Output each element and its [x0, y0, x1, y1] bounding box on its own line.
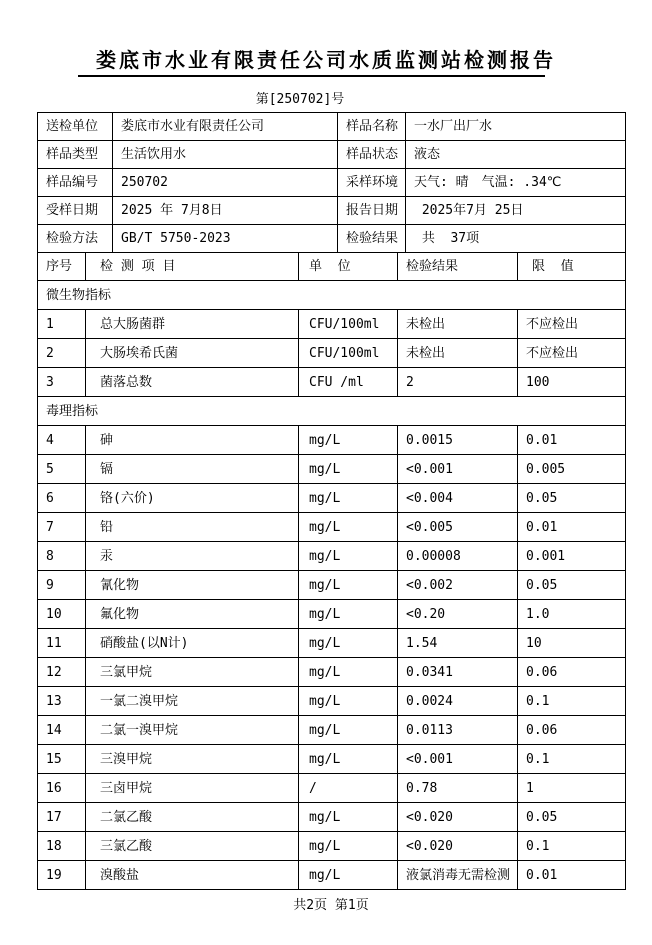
info-value: 娄底市水业有限责任公司	[113, 113, 338, 141]
cell-item: 砷	[86, 426, 299, 455]
info-label: 样品类型	[38, 141, 113, 169]
cell-result: 0.78	[398, 774, 518, 803]
cell-unit: mg/L	[299, 803, 398, 832]
cell-limit: 0.05	[518, 571, 626, 600]
cell-limit: 100	[518, 368, 626, 397]
cell-unit: CFU/100ml	[299, 310, 398, 339]
info-row	[38, 113, 626, 141]
header-result: 检验结果	[398, 253, 518, 281]
section-header-row	[38, 397, 626, 426]
cell-no: 19	[38, 861, 86, 890]
result-row	[38, 687, 626, 716]
result-row	[38, 310, 626, 339]
cell-no: 10	[38, 600, 86, 629]
cell-limit: 0.005	[518, 455, 626, 484]
results-header-row	[38, 253, 626, 281]
result-row	[38, 832, 626, 861]
cell-unit: mg/L	[299, 542, 398, 571]
info-value: 液态	[406, 141, 626, 169]
cell-no: 15	[38, 745, 86, 774]
cell-no: 18	[38, 832, 86, 861]
cell-unit: mg/L	[299, 571, 398, 600]
info-label: 样品名称	[338, 113, 406, 141]
report-number: 第[250702]号	[255, 92, 345, 107]
cell-unit: mg/L	[299, 455, 398, 484]
info-label: 检验结果	[338, 225, 406, 253]
section-title: 微生物指标	[38, 281, 626, 310]
info-label: 采样环境	[338, 169, 406, 197]
info-row	[38, 141, 626, 169]
section-header-row	[38, 281, 626, 310]
cell-no: 2	[38, 339, 86, 368]
cell-result: 0.0024	[398, 687, 518, 716]
cell-no: 8	[38, 542, 86, 571]
report-title: 娄底市水业有限责任公司水质监测站检测报告	[96, 48, 556, 72]
results-table-body	[38, 253, 626, 890]
info-row	[38, 225, 626, 253]
cell-unit: mg/L	[299, 861, 398, 890]
cell-no: 12	[38, 658, 86, 687]
info-row	[38, 197, 626, 225]
cell-result: <0.020	[398, 832, 518, 861]
result-row	[38, 513, 626, 542]
cell-no: 3	[38, 368, 86, 397]
cell-result: <0.001	[398, 455, 518, 484]
cell-result: 2	[398, 368, 518, 397]
cell-limit: 0.01	[518, 426, 626, 455]
cell-no: 1	[38, 310, 86, 339]
cell-result: 0.0015	[398, 426, 518, 455]
cell-result: <0.20	[398, 600, 518, 629]
cell-unit: mg/L	[299, 600, 398, 629]
result-row	[38, 658, 626, 687]
result-row	[38, 455, 626, 484]
cell-unit: CFU /ml	[299, 368, 398, 397]
result-row	[38, 571, 626, 600]
cell-result: <0.005	[398, 513, 518, 542]
cell-item: 一氯二溴甲烷	[86, 687, 299, 716]
cell-item: 硝酸盐(以N计)	[86, 629, 299, 658]
cell-limit: 1.0	[518, 600, 626, 629]
cell-item: 总大肠菌群	[86, 310, 299, 339]
cell-limit: 0.1	[518, 687, 626, 716]
result-row	[38, 426, 626, 455]
cell-item: 三溴甲烷	[86, 745, 299, 774]
cell-item: 三氯甲烷	[86, 658, 299, 687]
result-row	[38, 339, 626, 368]
info-label: 受样日期	[38, 197, 113, 225]
cell-item: 溴酸盐	[86, 861, 299, 890]
cell-no: 17	[38, 803, 86, 832]
cell-limit: 1	[518, 774, 626, 803]
result-row	[38, 542, 626, 571]
info-label: 检验方法	[38, 225, 113, 253]
cell-item: 氰化物	[86, 571, 299, 600]
cell-item: 铬(六价)	[86, 484, 299, 513]
info-label: 样品状态	[338, 141, 406, 169]
cell-unit: CFU/100ml	[299, 339, 398, 368]
cell-item: 镉	[86, 455, 299, 484]
cell-no: 9	[38, 571, 86, 600]
result-row	[38, 716, 626, 745]
page-footer: 共2页 第1页	[293, 898, 369, 913]
result-row	[38, 484, 626, 513]
cell-item: 三卤甲烷	[86, 774, 299, 803]
cell-result: 1.54	[398, 629, 518, 658]
cell-limit: 0.05	[518, 484, 626, 513]
result-row	[38, 745, 626, 774]
cell-item: 铅	[86, 513, 299, 542]
cell-unit: mg/L	[299, 629, 398, 658]
cell-unit: mg/L	[299, 745, 398, 774]
cell-result: 0.0341	[398, 658, 518, 687]
cell-limit: 0.01	[518, 513, 626, 542]
result-row	[38, 629, 626, 658]
info-value: 2025 年 7月8日	[113, 197, 338, 225]
cell-no: 7	[38, 513, 86, 542]
cell-limit: 0.1	[518, 832, 626, 861]
cell-result: 0.00008	[398, 542, 518, 571]
cell-unit: mg/L	[299, 658, 398, 687]
cell-unit: /	[299, 774, 398, 803]
cell-item: 大肠埃希氏菌	[86, 339, 299, 368]
cell-unit: mg/L	[299, 716, 398, 745]
cell-limit: 0.1	[518, 745, 626, 774]
section-title: 毒理指标	[38, 397, 626, 426]
cell-limit: 10	[518, 629, 626, 658]
header-unit: 单 位	[299, 253, 398, 281]
info-row	[38, 169, 626, 197]
cell-result: 未检出	[398, 310, 518, 339]
cell-no: 13	[38, 687, 86, 716]
header-item: 检 测 项 目	[86, 253, 299, 281]
info-value: GB/T 5750-2023	[113, 225, 338, 253]
cell-item: 氟化物	[86, 600, 299, 629]
info-value: 一水厂出厂水	[406, 113, 626, 141]
cell-limit: 不应检出	[518, 339, 626, 368]
result-row	[38, 774, 626, 803]
cell-no: 4	[38, 426, 86, 455]
cell-item: 二氯一溴甲烷	[86, 716, 299, 745]
result-row	[38, 368, 626, 397]
cell-limit: 0.06	[518, 658, 626, 687]
cell-item: 菌落总数	[86, 368, 299, 397]
cell-unit: mg/L	[299, 513, 398, 542]
cell-result: <0.002	[398, 571, 518, 600]
cell-no: 14	[38, 716, 86, 745]
info-label: 报告日期	[338, 197, 406, 225]
cell-result: <0.004	[398, 484, 518, 513]
result-row	[38, 600, 626, 629]
cell-item: 二氯乙酸	[86, 803, 299, 832]
cell-result: <0.001	[398, 745, 518, 774]
cell-item: 汞	[86, 542, 299, 571]
cell-limit: 不应检出	[518, 310, 626, 339]
cell-no: 6	[38, 484, 86, 513]
info-value: 共 37项	[406, 225, 626, 253]
cell-unit: mg/L	[299, 687, 398, 716]
cell-limit: 0.001	[518, 542, 626, 571]
info-value: 250702	[113, 169, 338, 197]
header-no: 序号	[38, 253, 86, 281]
info-value: 2025年7月 25日	[406, 197, 626, 225]
cell-limit: 0.01	[518, 861, 626, 890]
info-value: 生活饮用水	[113, 141, 338, 169]
cell-result: 0.0113	[398, 716, 518, 745]
cell-result: 液氯消毒无需检测	[398, 861, 518, 890]
cell-no: 5	[38, 455, 86, 484]
info-value: 天气: 晴 气温: .34℃	[406, 169, 626, 197]
cell-unit: mg/L	[299, 426, 398, 455]
sample-info-body	[38, 113, 626, 253]
cell-result: 未检出	[398, 339, 518, 368]
cell-no: 11	[38, 629, 86, 658]
header-limit: 限 值	[518, 253, 626, 281]
cell-item: 三氯乙酸	[86, 832, 299, 861]
results-table	[37, 252, 626, 890]
info-label: 送检单位	[38, 113, 113, 141]
cell-no: 16	[38, 774, 86, 803]
cell-limit: 0.06	[518, 716, 626, 745]
result-row	[38, 861, 626, 890]
title-underline	[78, 75, 545, 77]
cell-result: <0.020	[398, 803, 518, 832]
sample-info-table	[37, 112, 626, 253]
cell-limit: 0.05	[518, 803, 626, 832]
cell-unit: mg/L	[299, 832, 398, 861]
cell-unit: mg/L	[299, 484, 398, 513]
result-row	[38, 803, 626, 832]
info-label: 样品编号	[38, 169, 113, 197]
